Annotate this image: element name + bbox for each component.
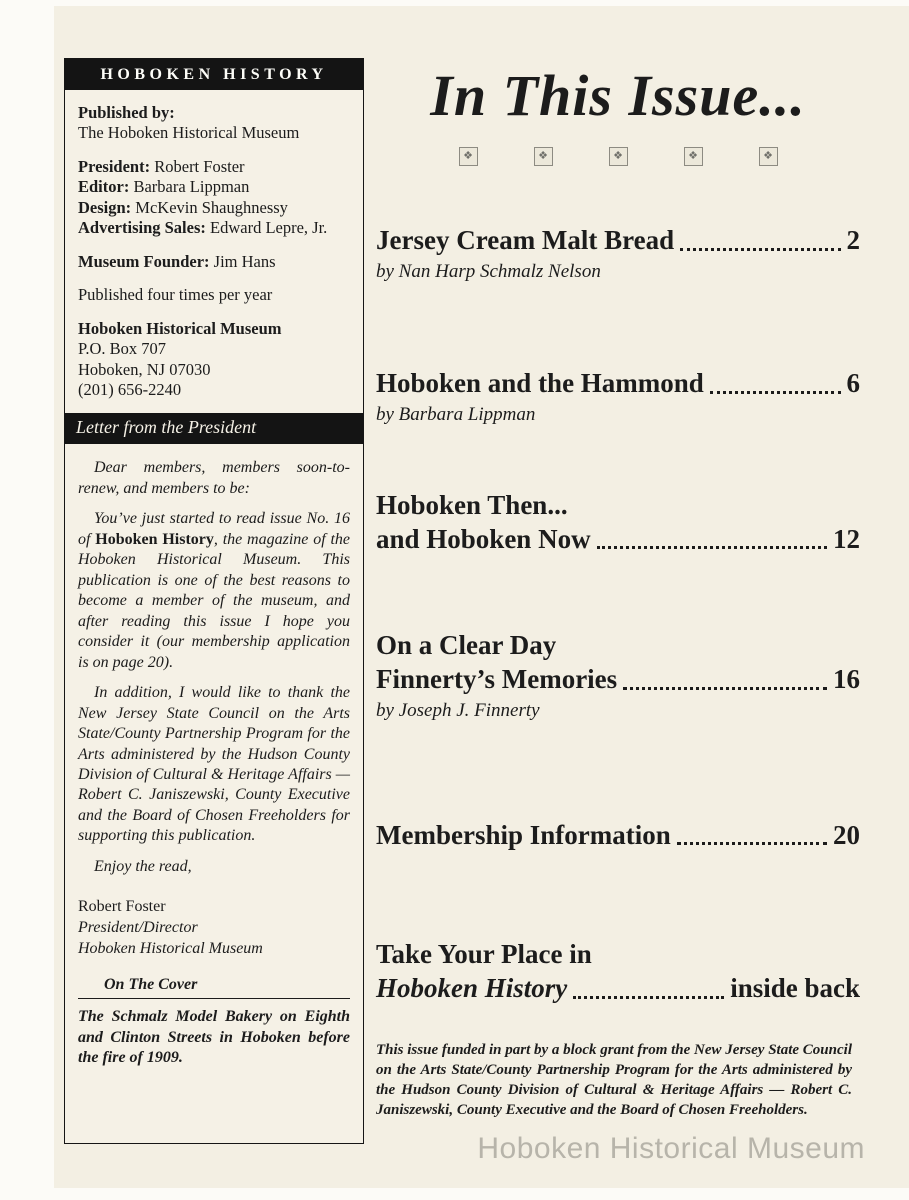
on-the-cover <box>78 976 350 1069</box>
letter-text: You’ve just started to read issue No. 16 of <box>78 510 350 548</box>
toc-entry-title: Finnerty’s Memories <box>376 664 618 695</box>
published-by <box>78 103 350 144</box>
toc-entry-row <box>376 819 860 853</box>
letter-header: Letter from the President <box>65 413 363 444</box>
letter-closing: Enjoy the read, <box>94 857 192 875</box>
toc-entry-title: Hoboken History <box>376 973 568 1004</box>
masthead-title: HOBOKEN HISTORY <box>65 59 363 90</box>
letter-salutation: Dear members, members soon-to-renew, and members to be: <box>78 459 350 497</box>
toc-entry-title: Hoboken and the Hammond <box>376 368 704 399</box>
signature-block <box>78 897 350 959</box>
staff-label: Advertising Sales: <box>78 218 206 238</box>
staff-list <box>78 157 350 239</box>
published-by-label: Published by: <box>78 103 175 122</box>
archive-watermark: Hoboken Historical Museum <box>477 1132 865 1165</box>
staff-label: Editor: <box>78 177 130 197</box>
letter-body <box>65 444 363 959</box>
staff-label: President: <box>78 156 151 176</box>
leader-dots <box>597 546 827 549</box>
founder-value: Jim Hans <box>213 251 276 271</box>
toc-entry-row <box>376 523 860 557</box>
toc-title: In This Issue... <box>430 63 806 128</box>
toc-entry <box>376 224 860 284</box>
staff-value: Edward Lepre, Jr. <box>210 218 328 238</box>
leader-dots <box>680 248 840 251</box>
ornament-icon: ❖ <box>459 147 478 166</box>
staff-value: McKevin Shaughnessy <box>135 197 288 217</box>
toc-entry-byline: by Nan Harp Schmalz Nelson <box>376 260 601 282</box>
letter-paragraph: In addition, I would like to thank the New Jersey State Council on the Arts State/County Partnership Program for the Arts administered by the Hudson County Division of Cultural & Heritage Affairs — Robert C. Janiszewski, County Executive and the Board of Chosen Freeholders for supporting this publication. <box>78 684 350 845</box>
published-by-value: The Hoboken Historical Museum <box>78 123 300 143</box>
funding-note: This issue funded in part by a block grant from the New Jersey State Council on the Arts State/County Partnership Program for the Arts administered by the Hudson County Division of Cultural & Heritage Affairs — Robert C. Janiszewski, County Executive and the Board of Chosen Freeholders. <box>376 1041 852 1119</box>
magazine-title: Hoboken History <box>95 530 214 548</box>
toc-entry-row <box>376 972 860 1006</box>
toc-entry-title: Jersey Cream Malt Bread <box>376 224 675 255</box>
toc-entry <box>376 629 860 722</box>
leader-dots <box>623 687 827 690</box>
toc-entry-title: and Hoboken Now <box>376 523 591 554</box>
letter-paragraph <box>78 509 350 673</box>
masthead-body <box>65 90 363 400</box>
on-cover-heading: On The Cover <box>78 976 350 999</box>
staff-value: Barbara Lippman <box>133 177 250 197</box>
ornament-icon: ❖ <box>759 147 778 166</box>
staff-label: Design: <box>78 197 132 217</box>
staff-row <box>78 157 350 177</box>
founder-label: Museum Founder: <box>78 251 210 271</box>
ornament-row <box>376 147 860 166</box>
ornament-icon: ❖ <box>684 147 703 166</box>
frequency-note: Published four times per year <box>78 285 273 305</box>
leader-dots <box>710 391 841 394</box>
staff-row <box>78 218 350 238</box>
ornament-icon: ❖ <box>534 147 553 166</box>
toc-entry-title-line1: On a Clear Day <box>376 630 557 661</box>
on-cover-caption: The Schmalz Model Bakery on Eighth and Clinton Streets in Hoboken before the fire of 1909. <box>78 1007 350 1067</box>
staff-value: Robert Foster <box>154 156 245 176</box>
toc-entry-title: Membership Information <box>376 819 671 850</box>
toc-entry <box>376 489 860 557</box>
toc-entry-row <box>376 224 860 258</box>
signature-org: Hoboken Historical Museum <box>78 939 263 957</box>
toc-entry-byline: by Barbara Lippman <box>376 404 536 426</box>
signature-title: President/Director <box>78 919 198 937</box>
toc-entry <box>376 367 860 427</box>
museum-address <box>78 319 350 401</box>
toc-entry <box>376 819 860 853</box>
table-of-contents <box>376 62 860 1120</box>
toc-entry-page: 2 <box>846 224 860 255</box>
toc-entry-title-line1: Hoboken Then... <box>376 489 568 520</box>
toc-entry-row <box>376 367 860 401</box>
toc-entry-page: inside back <box>730 973 860 1004</box>
staff-row <box>78 177 350 197</box>
signature-name: Robert Foster <box>78 898 166 916</box>
ornament-icon: ❖ <box>609 147 628 166</box>
toc-entry-page: 6 <box>846 368 860 399</box>
founder-row <box>78 252 350 272</box>
leader-dots <box>677 842 827 845</box>
letter-text: , the magazine of the Hoboken Historical Museum. This publication is one of the best reasons to become a member of the museum, and after reading this issue I hope you consider it (our membership application is on page 20). <box>78 530 350 671</box>
toc-entry-page: 12 <box>833 523 860 554</box>
masthead-box <box>64 58 364 1144</box>
toc-entry-row <box>376 663 860 697</box>
toc-entry-page: 16 <box>833 664 860 695</box>
toc-entry <box>376 938 860 1006</box>
staff-row <box>78 198 350 218</box>
address-phone: (201) 656-2240 <box>78 379 182 399</box>
address-line1: P.O. Box 707 <box>78 339 167 359</box>
toc-entry-byline: by Joseph J. Finnerty <box>376 699 540 721</box>
toc-entry-title-line1: Take Your Place in <box>376 939 592 970</box>
leader-dots <box>573 996 724 999</box>
toc-entry-page: 20 <box>833 819 860 850</box>
address-name: Hoboken Historical Museum <box>78 318 282 338</box>
address-line2: Hoboken, NJ 07030 <box>78 359 211 379</box>
